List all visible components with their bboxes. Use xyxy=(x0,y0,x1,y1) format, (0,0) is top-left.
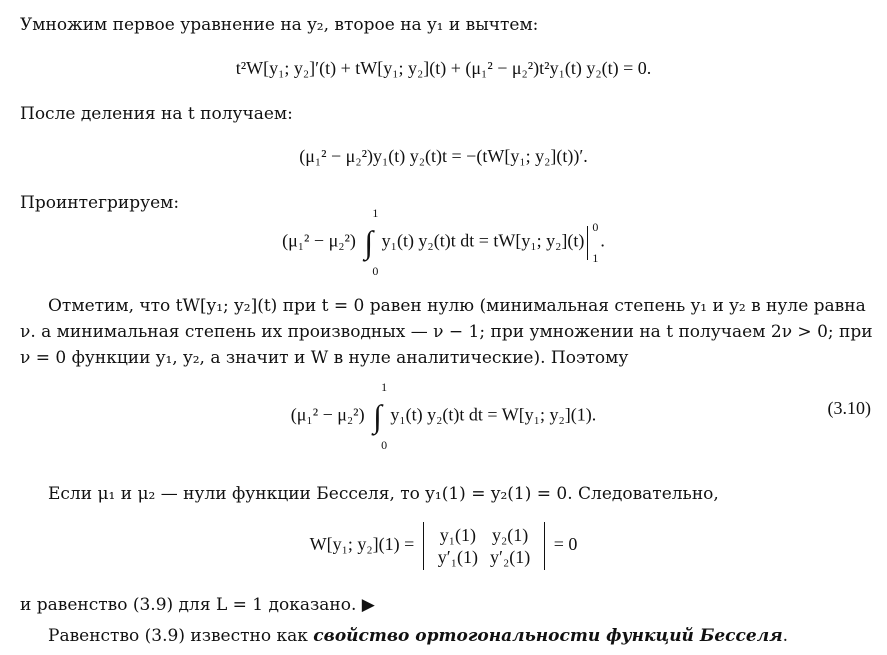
equation-number: (3.10) xyxy=(827,398,871,418)
text-line-4a: Отметим, что tW[y₁; y₂](t) при t = 0 равен нулю (минимальная степень y₁ и y₂ в нуле равна xyxy=(48,296,866,316)
text-line-4b: ν. а минимальная степень их производных — ν − 1; при умножении на t получаем 2ν > 0; при xyxy=(20,322,873,342)
eq3-left: (μ₁² − μ₂²) xyxy=(282,230,356,251)
line7-end: . xyxy=(782,626,789,646)
equation-4 xyxy=(0,380,887,452)
determinant xyxy=(423,522,545,570)
int-upper: 1 xyxy=(372,206,379,220)
line7-start: Равенство (3.9) известно как xyxy=(48,626,314,646)
eval-lower: 1 xyxy=(592,250,599,265)
term-bessel-orthogonality: свойство ортогональности функций Бесселя xyxy=(313,626,783,646)
eq5-right: = 0 xyxy=(553,534,578,555)
int-lower: 0 xyxy=(381,438,388,452)
integral-sign: ∫ 1 0 xyxy=(373,380,388,452)
int-lower: 0 xyxy=(372,264,379,278)
text-line-1: Умножим первое уравнение на y₂, второе на y₁ и вычтем: xyxy=(20,15,539,35)
eval-upper: 0 xyxy=(592,219,599,234)
det-cell: y′₁(1) xyxy=(437,547,478,567)
text-line-5: Если μ₁ и μ₂ — нули функции Бесселя, то y₁(1) = y₂(1) = 0. Следовательно, xyxy=(48,484,719,504)
text-line-4c: ν = 0 функции y₁, y₂, а значит и W в нуле аналитические). Поэтому xyxy=(20,348,629,368)
eq4-body: y₁(t) y₂(t)t dt = W[y₁; y₂](1). xyxy=(390,404,597,425)
int-upper: 1 xyxy=(381,380,388,394)
equation-1: t²W[y₁; y₂]′(t) + tW[y₁; y₂](t) + (μ₁² − μ₂²)t²y₁(t) y₂(t) = 0. xyxy=(235,58,652,78)
eq3-body: y₁(t) y₂(t)t dt = tW[y₁; y₂](t) xyxy=(381,230,585,251)
eval-bar xyxy=(587,219,600,265)
eq3-end: . xyxy=(600,230,605,251)
eq4-left: (μ₁² − μ₂²) xyxy=(290,404,365,425)
text-line-7 xyxy=(48,624,887,648)
eq5-left: W[y₁; y₂](1) = xyxy=(309,534,415,555)
det-cell: y₂(1) xyxy=(491,525,529,545)
text-line-6: и равенство (3.9) для L = 1 доказано. ▶ xyxy=(20,595,375,615)
det-cell: y′₂(1) xyxy=(490,547,531,567)
text-line-2: После деления на t получаем: xyxy=(20,104,293,124)
integral-sign: ∫ 1 0 xyxy=(364,206,379,278)
text-line-3: Проинтегрируем: xyxy=(20,193,180,213)
equation-2: (μ₁² − μ₂²)y₁(t) y₂(t)t = −(tW[y₁; y₂](t))′. xyxy=(299,146,588,166)
det-cell: y₁(1) xyxy=(439,525,477,545)
equation-5 xyxy=(0,522,887,570)
equation-3 xyxy=(0,206,887,278)
